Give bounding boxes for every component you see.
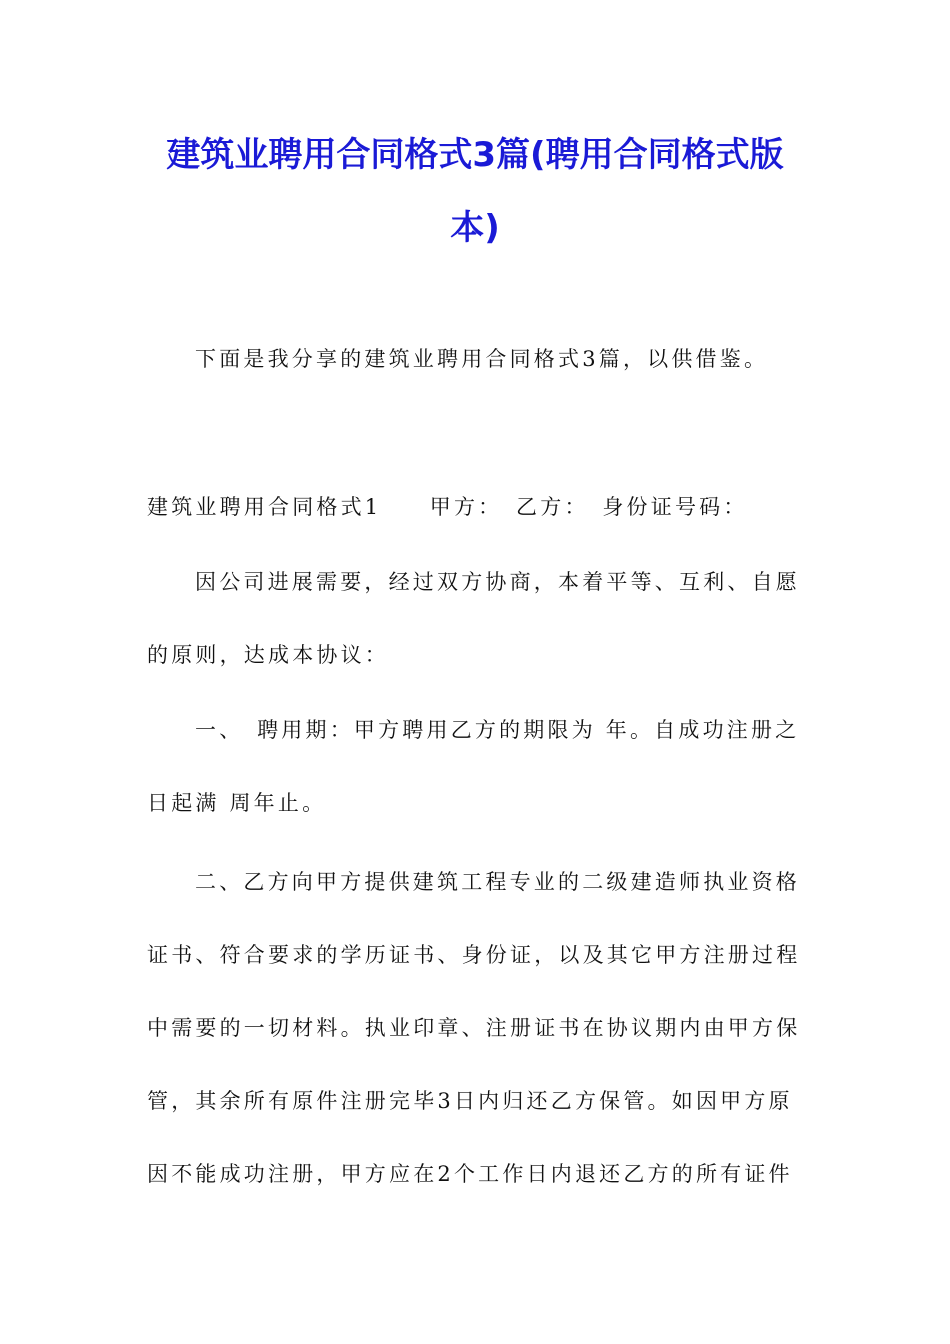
paragraph-line: 二、乙方向甲方提供建筑工程专业的二级建造师执业资格 [195,870,800,894]
intro-line: 下面是我分享的建筑业聘用合同格式3篇，以供借鉴。 [195,347,769,371]
paragraph-line: 管，其余所有原件注册完毕3日内归还乙方保管。如因甲方原 [147,1089,793,1113]
document-title [120,118,830,264]
title-line-1: 建筑业聘用合同格式3篇(聘用合同格式版 [166,135,784,175]
paragraph-line: 因不能成功注册，甲方应在2个工作日内退还乙方的所有证件 [147,1162,793,1186]
paragraph-line: 一、 聘用期：甲方聘用乙方的期限为 年。自成功注册之 [195,718,800,742]
section-header [147,471,807,544]
paragraph-line: 日起满 周年止。 [147,791,327,815]
clause-one [147,694,807,840]
paragraph-line: 的原则，达成本协议： [147,643,389,667]
section-header-line: 建筑业聘用合同格式1 甲方： 乙方： 身份证号码： [147,495,748,519]
paragraph-purpose [147,546,807,692]
paragraph-line: 因公司进展需要，经过双方协商，本着平等、互利、自愿 [195,570,800,594]
intro-paragraph [147,323,807,396]
clause-two [147,846,807,1211]
paragraph-line: 中需要的一切材料。执业印章、注册证书在协议期内由甲方保 [147,1016,801,1040]
title-line-2: 本) [450,208,500,248]
paragraph-line: 证书、符合要求的学历证书、身份证，以及其它甲方注册过程 [147,943,801,967]
